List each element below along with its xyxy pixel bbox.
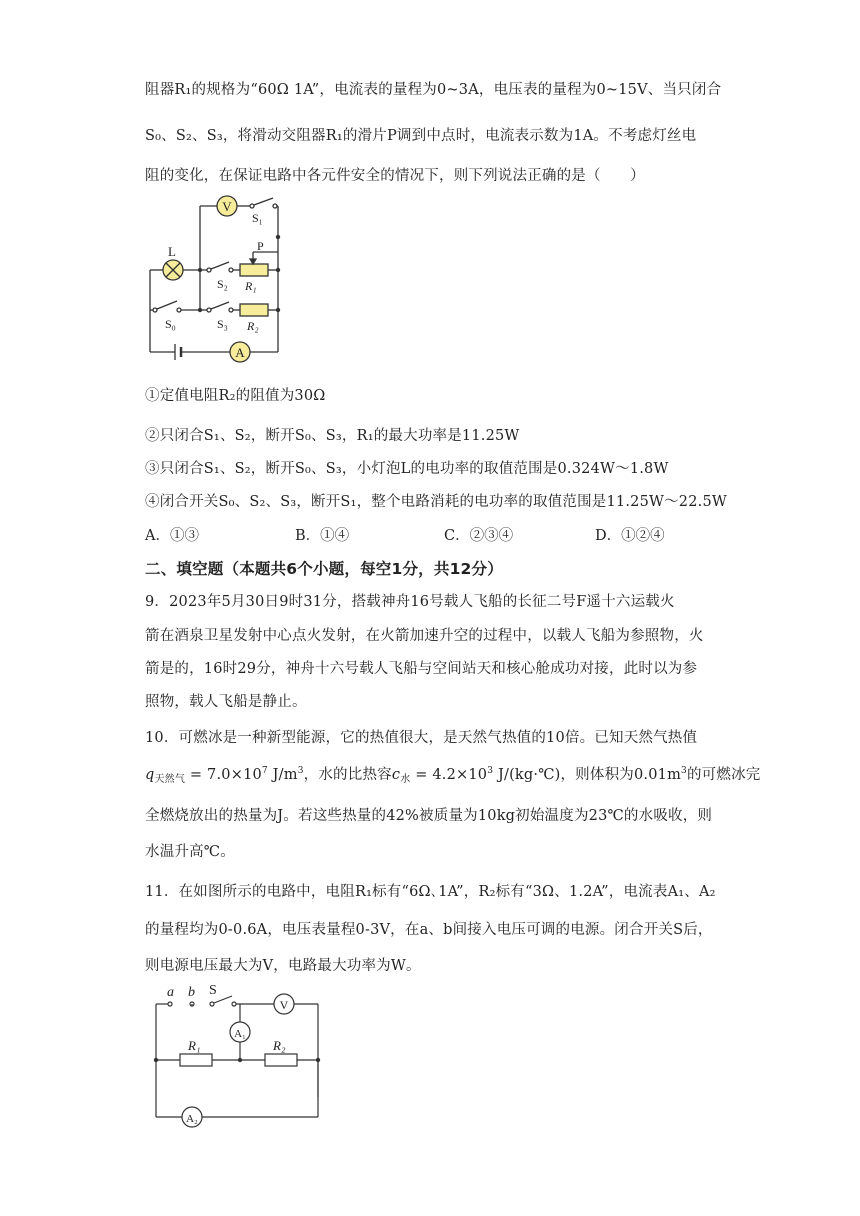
- q10-line-2: [145, 763, 760, 785]
- switch-s2-label: S₂: [217, 277, 228, 291]
- terminal-a-label: a: [167, 985, 174, 1000]
- statement-2: ②只闭合S₁、S₂，断开S₀、S₃，R₁的最大功率是11.25W: [145, 428, 520, 444]
- switch-s0-label: S₀: [165, 317, 176, 331]
- ammeter-a2-label: A₂: [186, 1113, 198, 1125]
- q11-line-1: 11．在如图所示的电路中，电阻R₁标有“6Ω､1A”，R₂标有“3Ω、1.2A”，电流表A₁、A₂: [145, 884, 716, 900]
- circuit-diagram-2: [150, 982, 330, 1125]
- resistor-r2-label: R₂: [247, 319, 259, 333]
- resistor-r1-label: R₁: [245, 279, 257, 293]
- q9-line-1: 9．2023年5月30日9时31分，搭载神舟16号载人飞船的长征二号F遥十六运载火: [145, 594, 675, 610]
- q10-tail-text: ，则体积为0.01m: [560, 767, 682, 783]
- q-unit-exponent: 3: [297, 766, 304, 776]
- q11-line-2: 的量程均为0-0.6A，电压表量程0-3V，在a、b间接入电压可调的电源。闭合开关S后，: [145, 922, 713, 938]
- statement-1: ①定值电阻R₂的阻值为30Ω: [145, 388, 326, 404]
- switch-s-label: S: [209, 983, 217, 998]
- statement-4: ④闭合开关S₀、S₂、S₃，断开S₁，整个电路消耗的电功率的取值范围是11.25W～22.5W: [145, 494, 727, 510]
- lamp-label: L: [168, 244, 176, 259]
- option-b: B．①④: [295, 528, 350, 544]
- intro-line-1: 阻器R₁的规格为“60Ω 1A”，电流表的量程为0~3A，电压表的量程为0~15V、当只闭合: [145, 82, 722, 98]
- c-subscript: 水: [400, 774, 411, 785]
- q10-tail2-text: 的可燃冰完: [686, 767, 761, 783]
- slider-label: P: [257, 239, 264, 253]
- c-unit: J/(kg·℃): [493, 767, 561, 783]
- q10-mid-text: ，水的比热容: [303, 767, 392, 783]
- q10-line-3: 全燃烧放出的热量为J。若这些热量的42%被质量为10kg初始温度为23℃的水吸收，则: [145, 808, 713, 824]
- q9-line-3: 箭是的，16时29分，神舟十六号载人飞船与空间站天和核心舱成功对接，此时以为参: [145, 661, 698, 677]
- voltmeter-label: V: [279, 998, 289, 1012]
- q10-line-1: 10．可燃冰是一种新型能源，它的热值很大，是天然气热值的10倍。已知天然气热值: [145, 730, 698, 746]
- resistor-r1-label: R₁: [188, 1038, 201, 1053]
- q-subscript: 天然气: [154, 774, 186, 785]
- q-unit: J/m: [267, 767, 298, 783]
- volume-exponent: 3: [681, 766, 687, 776]
- c-exponent: 3: [487, 766, 494, 776]
- option-d: D．①②④: [595, 528, 665, 544]
- q9-line-2: 箭在酒泉卫星发射中心点火发射，在火箭加速升空的过程中，以载人飞船为参照物，火: [145, 628, 704, 644]
- option-c: C．②③④: [444, 528, 514, 544]
- switch-s3-label: S₃: [217, 317, 228, 331]
- c-symbol: c: [391, 767, 401, 783]
- circuit-diagram-1: [145, 192, 345, 367]
- resistor-r2-label: R₂: [273, 1038, 286, 1053]
- q11-line-3: 则电源电压最大为V，电路最大功率为W。: [145, 958, 421, 974]
- q-exponent: 7: [261, 766, 268, 776]
- c-value: = 4.2×10: [410, 767, 488, 783]
- q10-line-4: 水温升高℃。: [145, 844, 235, 860]
- ammeter-a1-label: A₁: [234, 1028, 246, 1040]
- option-a: A．①③: [145, 528, 199, 544]
- voltmeter-label: V: [222, 199, 232, 214]
- section-heading: 二、填空题（本题共6个小题，每空1分，共12分）: [145, 560, 503, 578]
- statement-3: ③只闭合S₁、S₂，断开S₀、S₃，小灯泡L的电功率的取值范围是0.324W～1.8W: [145, 461, 669, 477]
- q9-line-4: 照物，载人飞船是静止。: [145, 694, 307, 710]
- intro-line-3: 阻的变化，在保证电路中各元件安全的情况下，则下列说法正确的是（ ）: [145, 168, 645, 184]
- q-symbol: q: [145, 767, 155, 783]
- ammeter-label: A: [235, 345, 245, 360]
- terminal-b-label: b: [188, 985, 195, 1000]
- switch-s1-label: S₁: [252, 211, 263, 225]
- intro-line-2: S₀、S₂、S₃，将滑动交阻器R₁的滑片P调到中点时，电流表示数为1A。不考虑灯丝电: [145, 128, 697, 144]
- q-value: = 7.0×10: [185, 767, 262, 783]
